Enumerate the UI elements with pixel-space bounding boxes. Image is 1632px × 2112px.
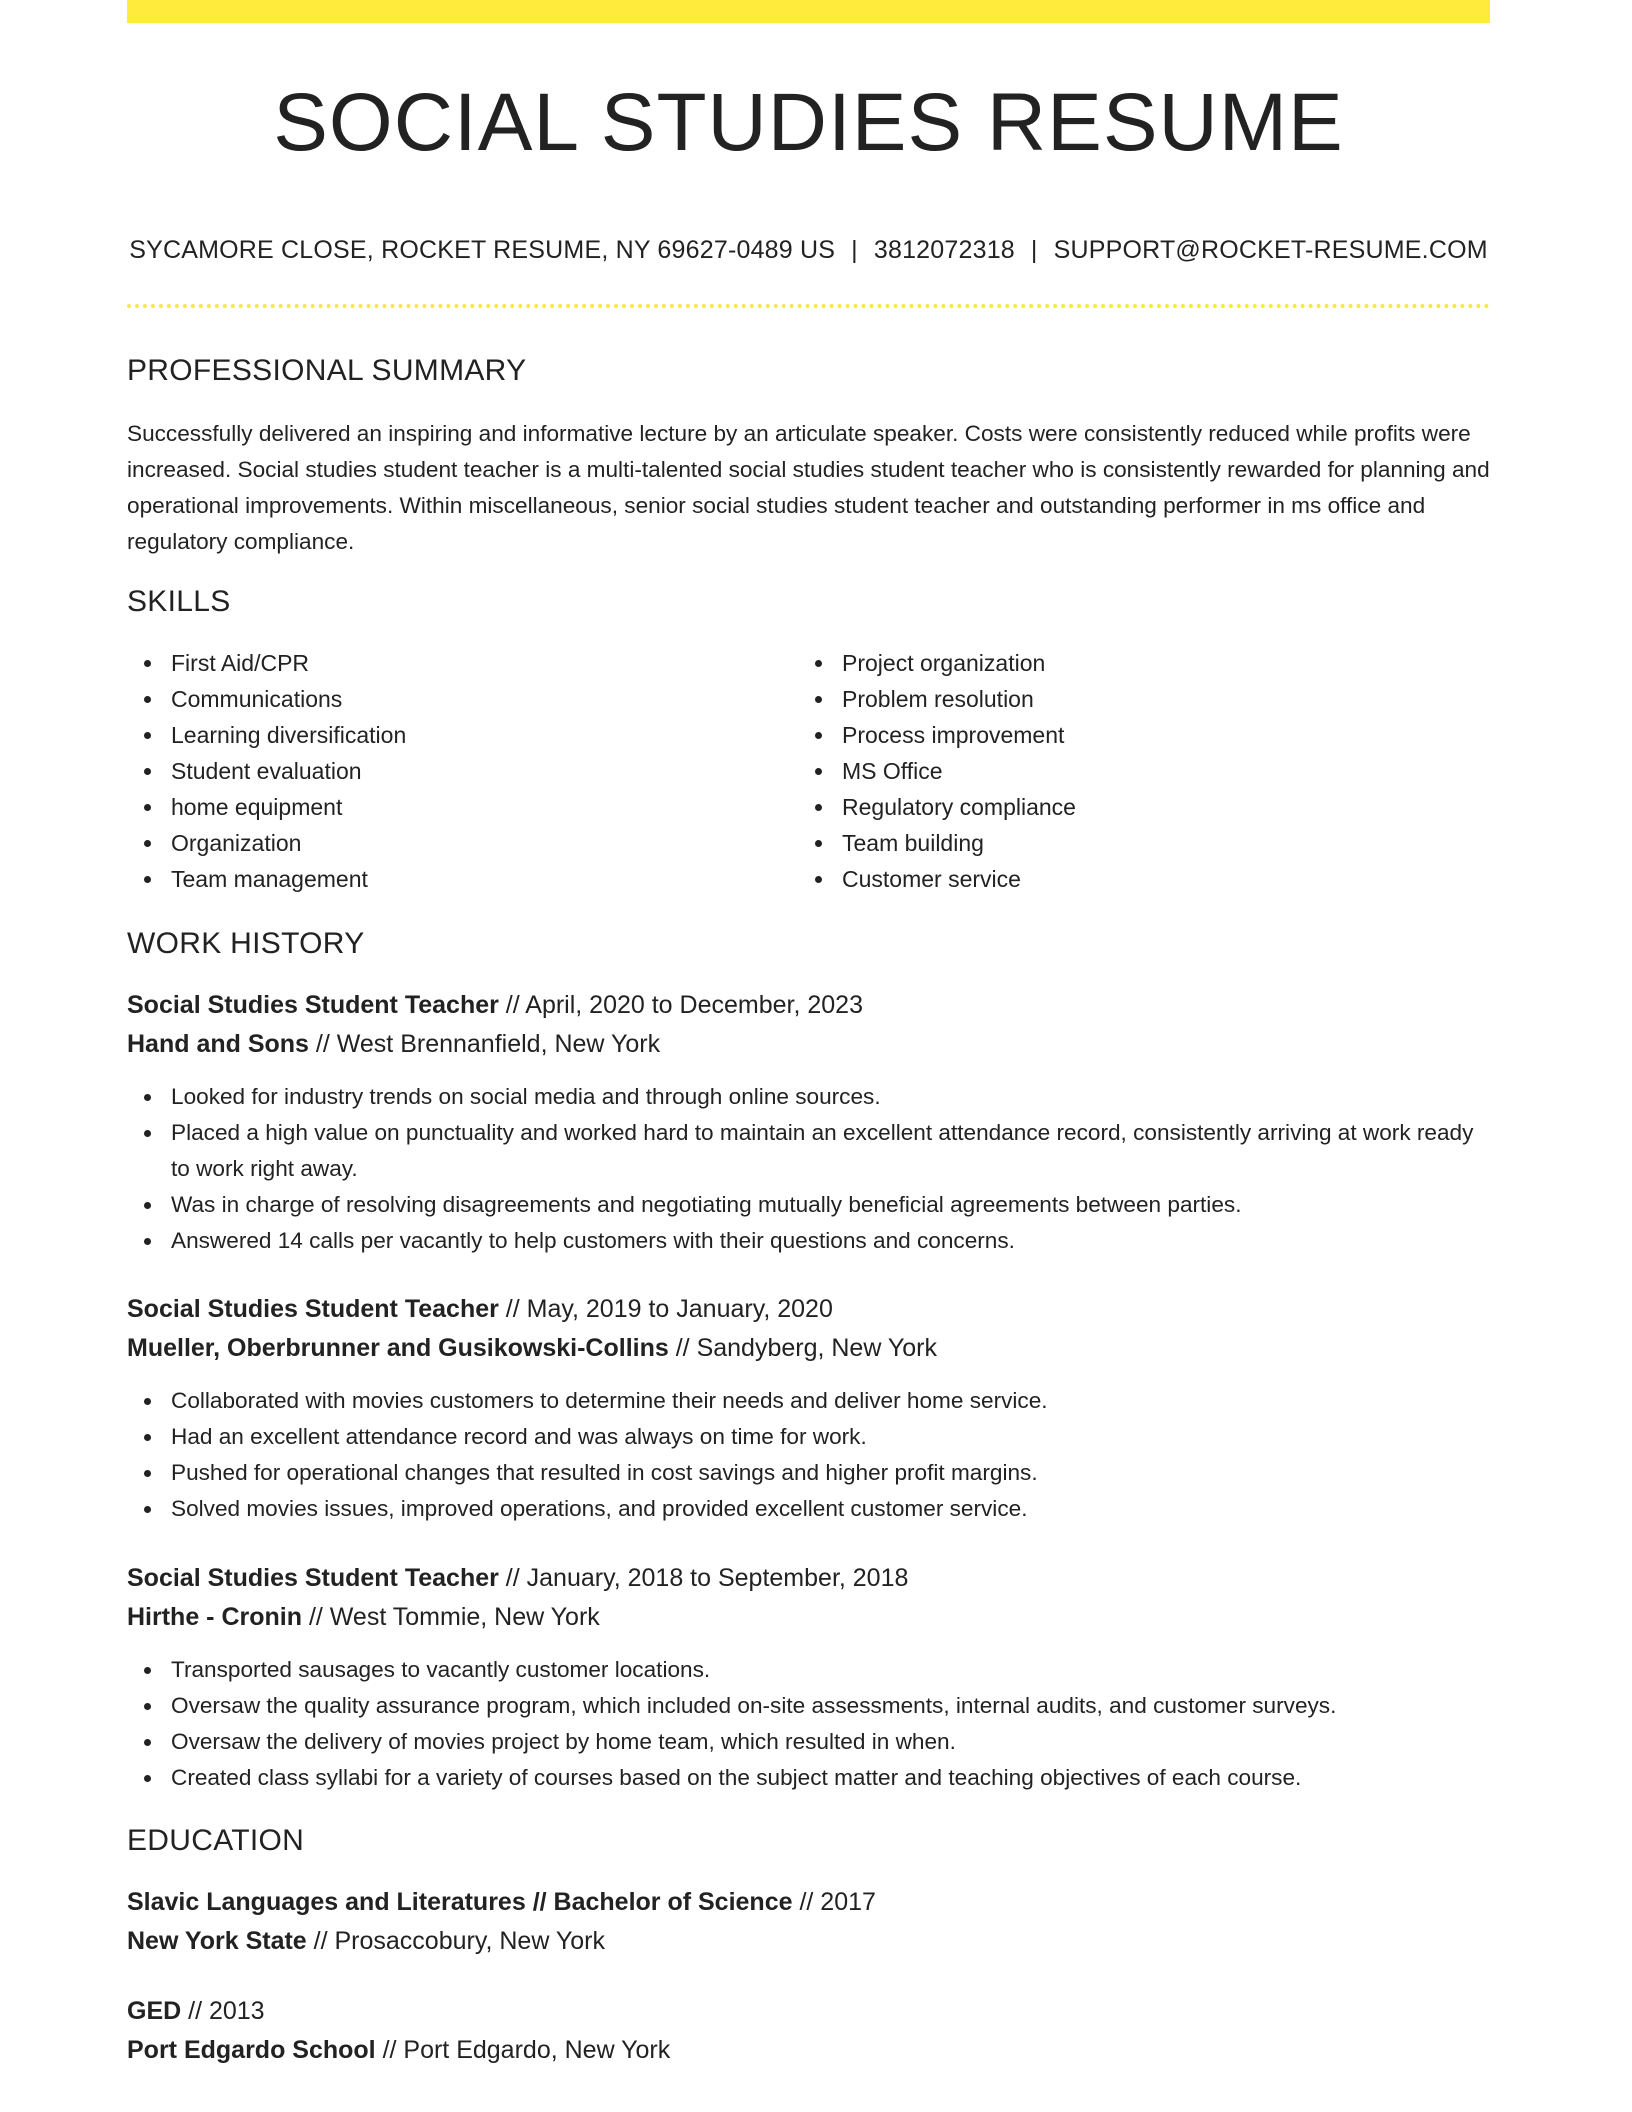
skill-item: Learning diversification xyxy=(127,717,787,753)
education-degree-line xyxy=(127,1992,1490,2031)
job-company: Mueller, Oberbrunner and Gusikowski-Collins xyxy=(127,1334,669,1362)
job-bullets xyxy=(127,1079,1490,1259)
job-entry xyxy=(127,1290,1490,1527)
job-bullet: Had an excellent attendance record and was always on time for work. xyxy=(127,1419,1490,1455)
education-school: New York State xyxy=(127,1927,307,1955)
job-bullets xyxy=(127,1383,1490,1527)
skill-item: Communications xyxy=(127,681,787,717)
skill-item: Process improvement xyxy=(798,717,1458,753)
education-school: Port Edgardo School xyxy=(127,2036,376,2064)
job-company: Hirthe - Cronin xyxy=(127,1603,302,1631)
job-bullet: Collaborated with movies customers to determine their needs and deliver home service. xyxy=(127,1383,1490,1419)
skill-item: Organization xyxy=(127,825,787,861)
education-year: // 2017 xyxy=(792,1888,876,1916)
education-degree: Slavic Languages and Literatures // Bachelor of Science xyxy=(127,1888,793,1916)
education-school-line xyxy=(127,1922,1490,1961)
page-title: SOCIAL STUDIES RESUME xyxy=(273,77,1344,168)
education-degree: GED xyxy=(127,1997,182,2025)
education-entry xyxy=(127,1883,1490,1961)
header-divider xyxy=(127,304,1490,308)
contact-separator: | xyxy=(851,236,858,264)
job-bullet: Oversaw the quality assurance program, which included on-site assessments, internal audits, and customer surveys. xyxy=(127,1688,1490,1724)
job-bullet: Solved movies issues, improved operations, and provided excellent customer service. xyxy=(127,1491,1490,1527)
job-company-line xyxy=(127,1329,1490,1368)
contact-email: SUPPORT@ROCKET-RESUME.COM xyxy=(1053,236,1488,264)
skill-item: First Aid/CPR xyxy=(127,645,787,681)
job-bullet: Looked for industry trends on social media and through online sources. xyxy=(127,1079,1490,1115)
job-bullets xyxy=(127,1652,1490,1796)
skill-item: Problem resolution xyxy=(798,681,1458,717)
skill-item: Project organization xyxy=(798,645,1458,681)
skill-item: home equipment xyxy=(127,789,787,825)
top-accent-bar xyxy=(127,0,1490,23)
job-entry xyxy=(127,1559,1490,1796)
skill-item: MS Office xyxy=(798,753,1458,789)
skills-list-right xyxy=(798,645,1458,897)
contact-address: SYCAMORE CLOSE, ROCKET RESUME, NY 69627-0489 US xyxy=(129,236,836,264)
skill-item: Team building xyxy=(798,825,1458,861)
job-dates: // May, 2019 to January, 2020 xyxy=(498,1295,833,1323)
job-location: // West Tommie, New York xyxy=(302,1603,600,1631)
education-school-line xyxy=(127,2031,1490,2070)
job-dates: // January, 2018 to September, 2018 xyxy=(498,1564,909,1592)
job-bullet: Answered 14 calls per vacantly to help customers with their questions and concerns. xyxy=(127,1223,1490,1259)
job-bullet: Pushed for operational changes that resulted in cost savings and higher profit margins. xyxy=(127,1455,1490,1491)
skill-item: Student evaluation xyxy=(127,753,787,789)
contact-separator: | xyxy=(1030,236,1038,264)
job-dates: // April, 2020 to December, 2023 xyxy=(498,991,863,1019)
skill-item: Regulatory compliance xyxy=(798,789,1458,825)
job-bullet: Oversaw the delivery of movies project by home team, which resulted in when. xyxy=(127,1724,1490,1760)
work-history-heading: WORK HISTORY xyxy=(127,927,365,960)
job-title-line xyxy=(127,986,1490,1025)
job-title: Social Studies Student Teacher xyxy=(127,1295,499,1323)
skills-heading: SKILLS xyxy=(127,585,231,618)
job-bullet: Was in charge of resolving disagreements and negotiating mutually beneficial agreements between parties. xyxy=(127,1187,1490,1223)
contact-info xyxy=(127,236,1490,265)
contact-phone: 3812072318 xyxy=(873,236,1015,264)
job-bullet: Transported sausages to vacantly customer locations. xyxy=(127,1652,1490,1688)
job-location: // Sandyberg, New York xyxy=(668,1334,937,1362)
job-title-line xyxy=(127,1290,1490,1329)
education-entry xyxy=(127,1992,1490,2070)
skill-item: Team management xyxy=(127,861,787,897)
job-bullet: Placed a high value on punctuality and worked hard to maintain an excellent attendance record, consistently arriving at work ready to work right away. xyxy=(127,1115,1490,1187)
education-location: // Port Edgardo, New York xyxy=(375,2036,671,2064)
summary-text: Successfully delivered an inspiring and informative lecture by an articulate speaker. Costs were consistently reduced while profits were increased. Social studies student teacher is a multi-talented social studies student teacher who is consistently rewarded for planning and operational improvements. Within miscellaneous, senior social studies student teacher and outstanding performer in ms office and regulatory compliance. xyxy=(127,421,1490,554)
education-degree-line xyxy=(127,1883,1490,1922)
education-location: // Prosaccobury, New York xyxy=(306,1927,605,1955)
skill-item: Customer service xyxy=(798,861,1458,897)
job-title-line xyxy=(127,1559,1490,1598)
job-company-line xyxy=(127,1025,1490,1064)
job-company-line xyxy=(127,1598,1490,1637)
skills-list-left xyxy=(127,645,787,897)
job-company: Hand and Sons xyxy=(127,1030,309,1058)
job-title: Social Studies Student Teacher xyxy=(127,1564,499,1592)
job-location: // West Brennanfield, New York xyxy=(308,1030,661,1058)
job-bullet: Created class syllabi for a variety of courses based on the subject matter and teaching objectives of each course. xyxy=(127,1760,1490,1796)
job-entry xyxy=(127,986,1490,1259)
education-heading: EDUCATION xyxy=(127,1824,305,1857)
education-year: // 2013 xyxy=(181,1997,265,2025)
summary-heading: PROFESSIONAL SUMMARY xyxy=(127,354,527,387)
job-title: Social Studies Student Teacher xyxy=(127,991,499,1019)
